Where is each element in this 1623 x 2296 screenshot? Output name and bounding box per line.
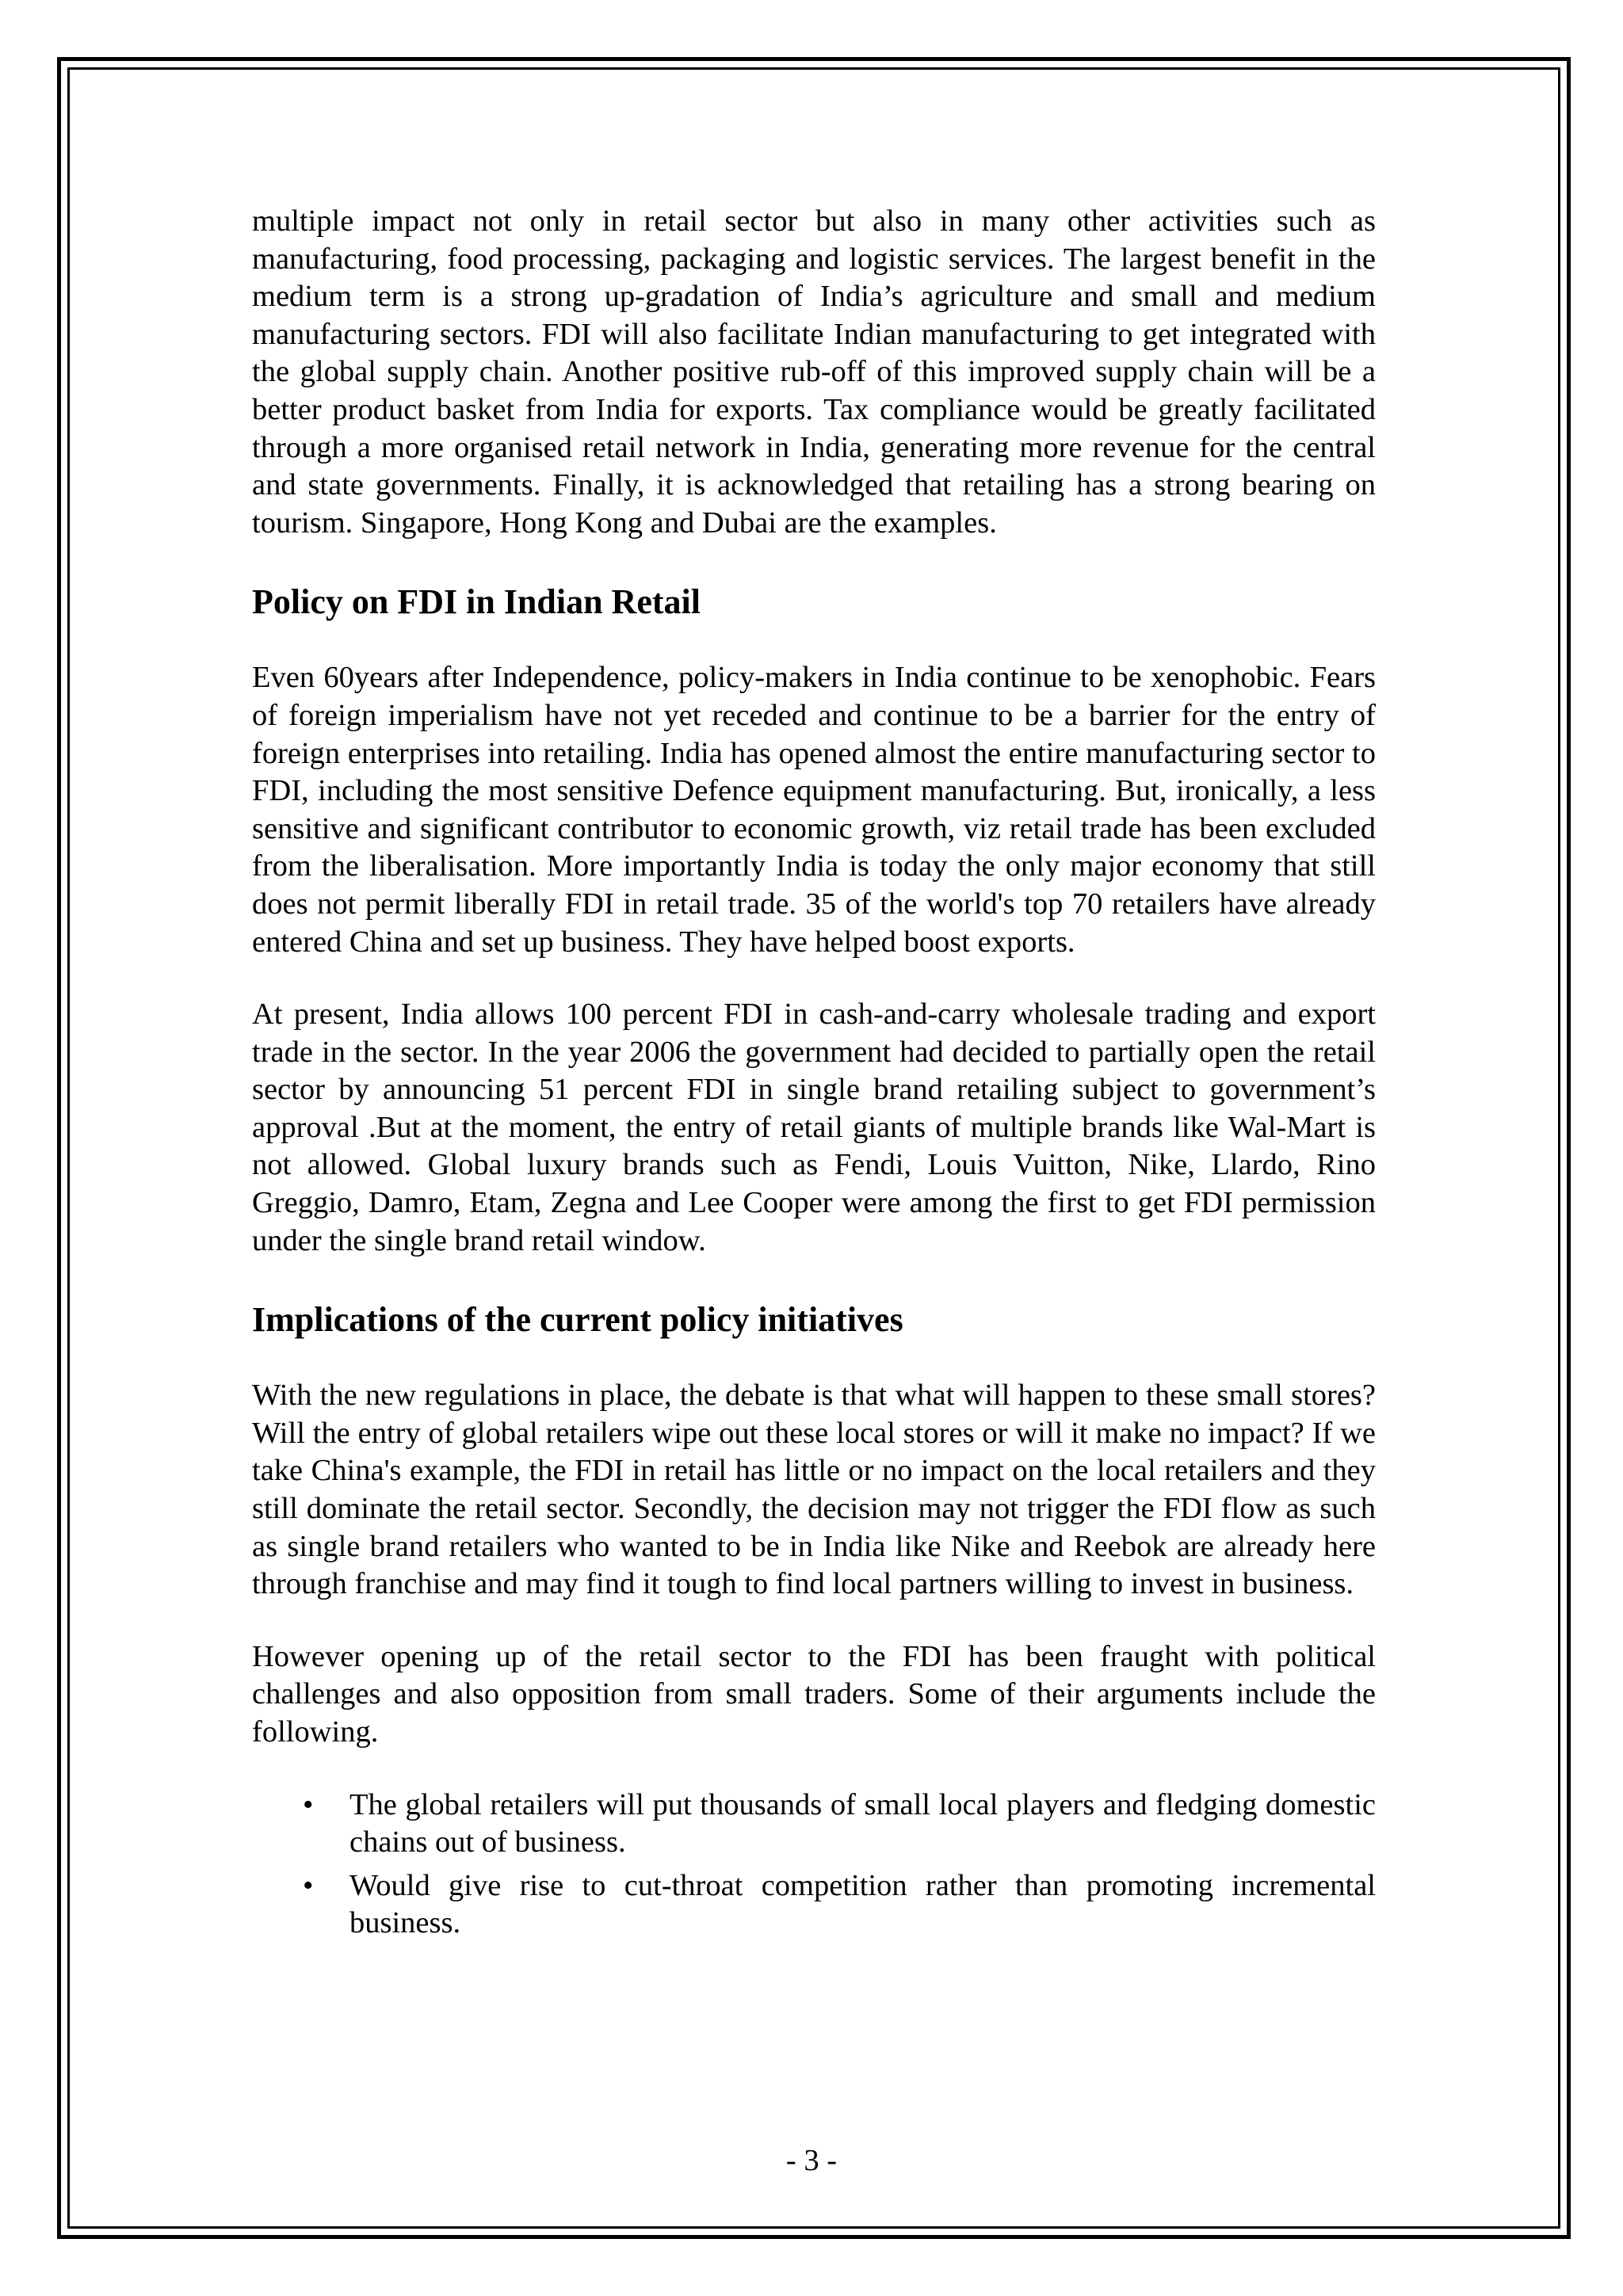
implications-paragraph-1: With the new regulations in place, the debate is that what will happen to these small stores? Will the entry of global retailers wipe out these local stores or will it make no impact? If we take China's example, the FDI in retail has little or no impact on the local retailers and they still dominate the retail sector. Secondly, the decision may not trigger the FDI flow as such as single brand retailers who wanted to be in India like Nike and Reebok are already here through franchise and may find it tough to find local partners willing to invest in business. xyxy=(252,1379,1376,1601)
bullet-icon: • xyxy=(303,1787,314,1821)
bullet-icon: • xyxy=(303,1868,314,1902)
list-item-text: Would give rise to cut-throat competition rather than promoting incremental business. xyxy=(349,1868,1376,1940)
policy-paragraph-2: At present, India allows 100 percent FDI in cash-and-carry wholesale trading and export trade in the sector. In the year 2006 the government had decided to partially open the retail sector by announcing 51 percent FDI in single brand retailing subject to government’s approval .But at the moment, the entry of retail giants of multiple brands like Wal-Mart is not allowed. Global luxury brands such as Fendi, Louis Vuitton, Nike, Llardo, Rino Greggio, Damro, Etam, Zegna and Lee Cooper were among the first to get FDI permission under the single brand retail window. xyxy=(252,997,1376,1257)
arguments-list xyxy=(252,1787,1376,1943)
implications-paragraph-2: However opening up of the retail sector to the FDI has been fraught with political challenges and also opposition from small traders. Some of their arguments include the following. xyxy=(252,1639,1376,1749)
section-heading-policy: Policy on FDI in Indian Retail xyxy=(252,582,701,622)
page-number: - 3 - xyxy=(785,2144,838,2177)
list-item xyxy=(252,1787,1376,1862)
page-content xyxy=(252,203,1376,1948)
list-item xyxy=(252,1867,1376,1943)
intro-paragraph: multiple impact not only in retail sector but also in many other activities such as manufacturing, food processing, packaging and logistic services. The largest benefit in the medium term is a strong up-gradation of India’s agriculture and small and medium manufacturing sectors. FDI will also facilitate Indian manufacturing to get integrated with the global supply chain. Another positive rub-off of this improved supply chain will be a better product basket from India for exports. Tax compliance would be greatly facilitated through a more organised retail network in India, generating more revenue for the central and state governments. Finally, it is acknowledged that retailing has a strong bearing on tourism. Singapore, Hong Kong and Dubai are the examples. xyxy=(252,204,1376,540)
list-item-text: The global retailers will put thousands of small local players and fledging domestic chains out of business. xyxy=(349,1787,1376,1859)
section-heading-implications: Implications of the current policy initiatives xyxy=(252,1300,903,1340)
policy-paragraph-1: Even 60years after Independence, policy-makers in India continue to be xenophobic. Fears of foreign imperialism have not yet receded and continue to be a barrier for the entry of foreign enterprises into retailing. India has opened almost the entire manufacturing sector to FDI, including the most sensitive Defence equipment manufacturing. But, ironically, a less sensitive and significant contributor to economic growth, viz retail trade has been excluded from the liberalisation. More importantly India is today the only major economy that still does not permit liberally FDI in retail trade. 35 of the world's top 70 retailers have already entered China and set up business. They have helped boost exports. xyxy=(252,661,1376,959)
